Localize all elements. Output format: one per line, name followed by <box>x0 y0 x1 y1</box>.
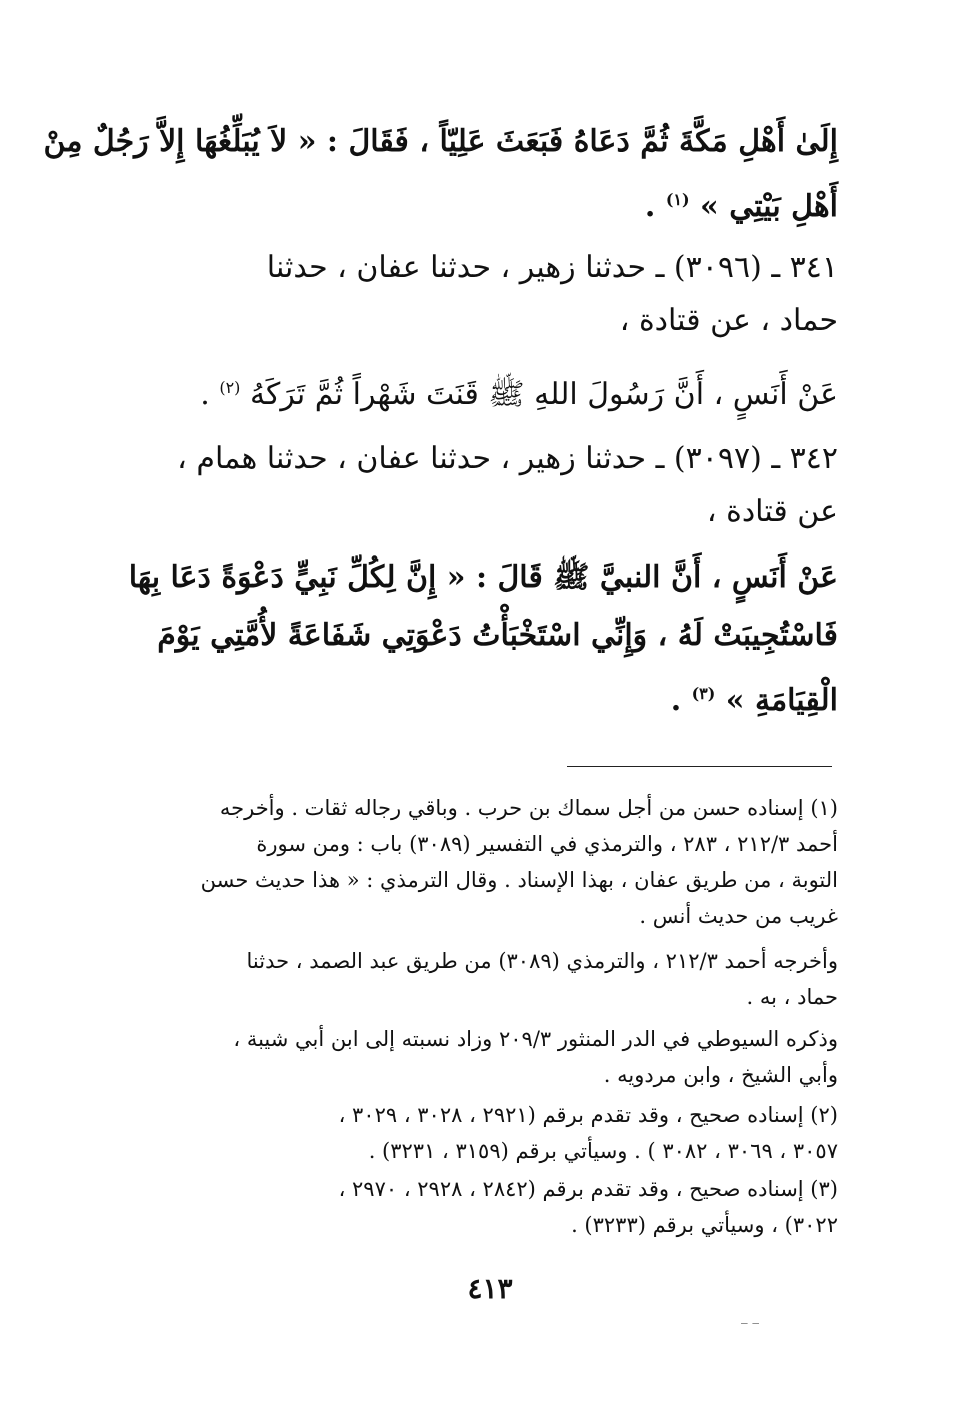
footnote-line: أحمد ٢١٢/٣ ، ٢٨٣ ، والترمذي في التفسير (٣٠٨٩) باب : ومن سورة <box>256 832 838 856</box>
hadith-text-line: فَاسْتُجِيبَتْ لَهُ ، وَإِنِّي اسْتَخْبَأْتُ دَعْوَتِي شَفَاعَةً لأُمَّتِي يَوْمَ <box>157 618 838 653</box>
footnote-ref: (٣) <box>691 684 716 703</box>
footnote-line: التوبة ، من طريق عفان ، بهذا الإسناد . وقال الترمذي : « هذا حديث حسن <box>200 868 838 892</box>
footnote-line: وذكره السيوطي في الدر المنثور ٢٠٩/٣ وزاد نسبته إلى ابن أبي شيبة ، <box>233 1027 838 1051</box>
page-number: ٤١٣ <box>467 1272 513 1305</box>
footnote-line: وأخرجه أحمد ٢١٢/٣ ، والترمذي (٣٠٨٩) من طريق عبد الصمد ، حدثنا <box>246 949 838 973</box>
isnad-line: ٣٤٢ ـ (٣٠٩٧) ـ حدثنا زهير ، حدثنا عفان ، حدثنا همام ، <box>177 441 838 476</box>
period: . <box>200 377 220 412</box>
footnote-line: (٣) إسناده صحيح ، وقد تقدم برقم (٢٨٤٢ ، ٢٩٢٨ ، ٢٩٧٠ ، <box>338 1177 838 1201</box>
footnote-line: ٣٠٢٢) ، وسيأتي برقم (٣٢٣٣) . <box>571 1213 838 1237</box>
footnote-line: ٣٠٥٧ ، ٣٠٦٩ ، ٣٠٨٢ ) . وسيأتي برقم (٣١٥٩ ، ٣٢٣١) . <box>368 1139 838 1163</box>
hadith-text: عَنْ أَنَسٍ ، أَنَّ رَسُولَ اللهِ ﷺ قَنَتَ شَهْراً ثُمَّ تَرَكَهُ <box>249 377 838 412</box>
period: . <box>644 189 666 224</box>
footnote-line: (١) إسناده حسن من أجل سماك بن حرب . وباقي رجاله ثقات . وأخرجه <box>219 796 838 820</box>
period: . <box>670 683 692 718</box>
hadith-text-line <box>150 672 838 723</box>
footnote-ref: (٢) <box>219 378 241 397</box>
hadith-text-line: عَنْ أَنَسٍ ، أَنَّ النبيَّ ﷺ قَالَ : « إِنَّ لِكُلِّ نَبِيٍّ دَعْوَةً دَعَا بِهَا <box>128 560 838 595</box>
hadith-text-line <box>150 178 838 229</box>
hadith-text-line: إِلَىٰ أَهْلِ مَكَّةَ ثُمَّ دَعَاهُ فَبَعَثَ عَلِيّاً ، فَقَالَ : « لاَ يُبَلِّغُهَا إِلاَّ رَجُلٌ مِنْ <box>43 124 838 159</box>
hadith-text-line <box>150 366 838 417</box>
footnote-separator <box>567 766 832 767</box>
isnad-line: ٣٤١ ـ (٣٠٩٦) ـ حدثنا زهير ، حدثنا عفان ، حدثنا <box>266 250 838 285</box>
footnote-line: (٢) إسناده صحيح ، وقد تقدم برقم (٢٩٢١ ، ٣٠٢٨ ، ٣٠٢٩ ، <box>338 1103 838 1127</box>
footnote-ref: (١) <box>665 190 690 209</box>
footnote-line: وأبي الشيخ ، وابن مردويه . <box>603 1063 838 1087</box>
footnote-line: حماد ، به . <box>746 985 838 1009</box>
scan-mark: ‒ ‒ <box>740 1316 760 1330</box>
footnote-line: غريب من حديث أنس . <box>639 904 838 928</box>
isnad-line: عن قتادة ، <box>706 494 838 529</box>
hadith-text: أَهْلِ بَيْتِي » <box>700 189 838 224</box>
isnad-line: حماد ، عن قتادة ، <box>619 303 838 338</box>
hadith-text: الْقِيَامَةِ » <box>725 683 838 718</box>
